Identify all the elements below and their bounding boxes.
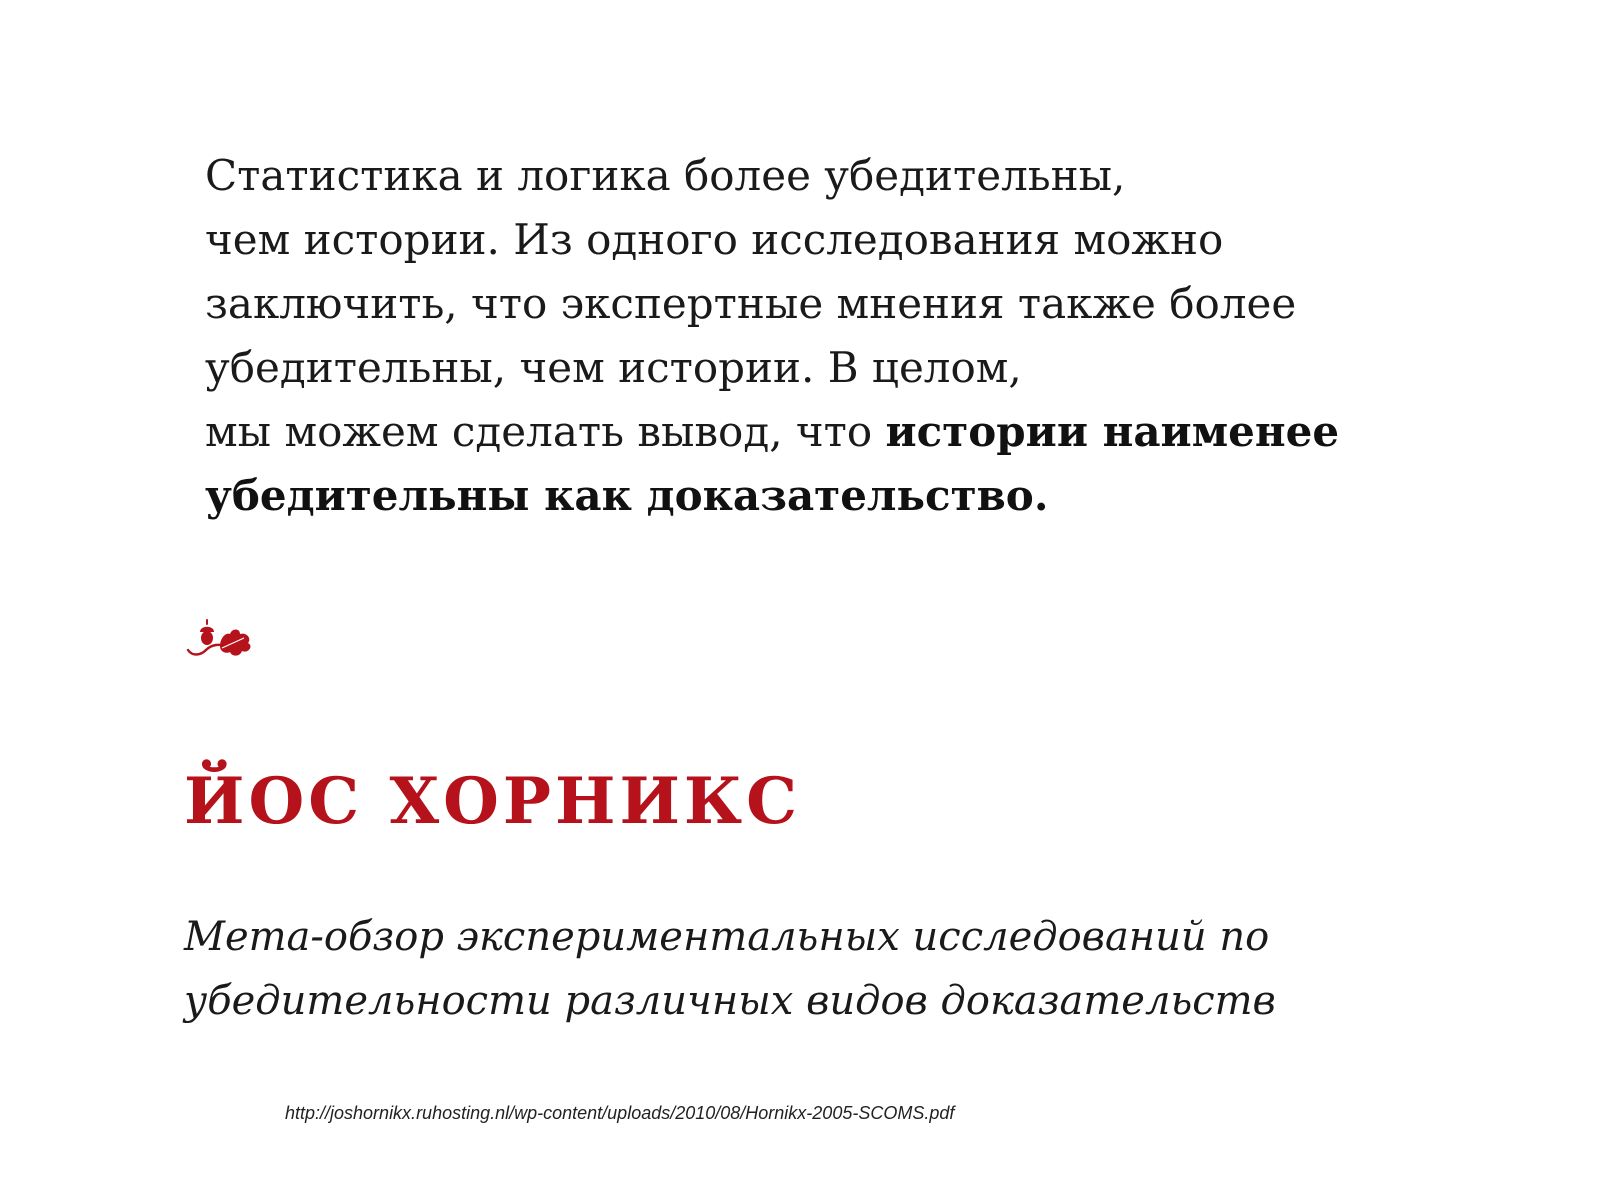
oak-leaf-acorn-icon	[186, 616, 258, 664]
quote-line: Статистика и логика более убедительны,	[205, 151, 1126, 200]
quote-line-regular: мы можем сделать вывод, что	[205, 407, 886, 456]
work-title-line: убедительности различных видов доказательств	[184, 978, 1276, 1024]
work-title-line: Мета-обзор экспериментальных исследований по	[184, 914, 1270, 960]
author-name: ЙОС ХОРНИКС	[184, 764, 802, 839]
work-title	[184, 905, 1384, 1033]
quote-text	[205, 144, 1405, 528]
source-link[interactable]: http://joshornikx.ruhosting.nl/wp-content/uploads/2010/08/Hornikx-2005-SCOMS.pdf	[285, 1103, 955, 1123]
quote-line	[205, 400, 1405, 464]
quote-line: заключить, что экспертные мнения также более	[205, 279, 1297, 328]
quote-line: чем истории. Из одного исследования можно	[205, 215, 1224, 264]
quote-conclusion-bold: истории наименее	[885, 407, 1340, 456]
quote-line: убедительны, чем истории. В целом,	[205, 343, 1022, 392]
quote-conclusion-bold: убедительны как доказательство.	[205, 471, 1049, 520]
